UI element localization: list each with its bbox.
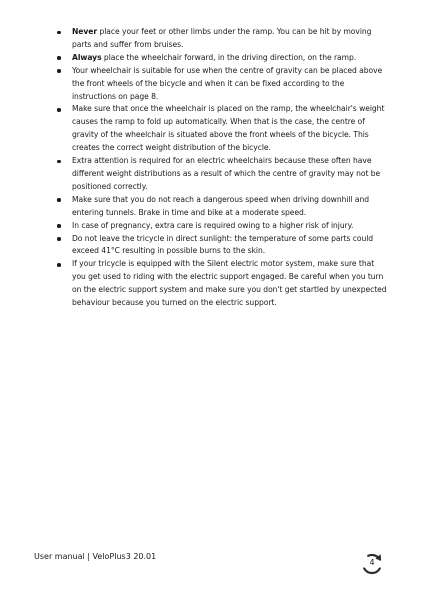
bullet-text: If your tricycle is equipped with the Silent electric motor system, make sure that you get used to riding with the electric support engaged. Be careful when you turn on the electric support system and make sure you don't get startled by unexpected behaviour because you turned on the electric support. [72,259,387,308]
bullet-item [54,103,388,155]
bullet-text: place the wheelchair forward, in the driving direction, on the ramp. [101,52,357,62]
bullet-dot-icon [57,108,61,112]
bullet-dot-icon [57,263,61,267]
bullet-dot-icon [57,31,61,35]
bullet-text: In case of pregnancy, extra care is required owing to a higher risk of injury. [72,220,354,230]
bullet-dot-icon [57,160,61,164]
footer-manual-label: User manual | VeloPlus3 20.01 [34,552,157,561]
bullet-dot-icon [57,224,61,228]
bullet-item [54,155,388,194]
bullet-text: Make sure that once the wheelchair is placed on the ramp, the wheelchair's weight causes the ramp to fold up automatically. When that is the case, the centre of gravity of the wheelchair is situated above the front wheels of the bicycle. This creates the correct weight distribution of the bicycle. [72,104,385,153]
bullet-text: Your wheelchair is suitable for use when the centre of gravity can be placed above the front wheels of the bicycle and when it can be fixed according to the instructions on page 8. [72,65,383,101]
page-number-badge [359,551,385,577]
bullet-emphasis: Always [72,52,102,62]
bullet-text: place your feet or other limbs under the ramp. You can be hit by moving parts and suffer from bruises. [72,27,372,49]
bullet-dot-icon [57,69,61,73]
bullet-item [54,258,388,310]
bullet-item [54,194,388,220]
page-number: 4 [369,558,375,567]
bullet-item [54,220,388,233]
bullet-item [54,26,388,52]
bullet-text: Make sure that you do not reach a dangerous speed when driving downhill and entering tunnels. Brake in time and bike at a moderate speed. [72,194,370,217]
bullet-dot-icon [57,237,61,241]
bullet-dot-icon [57,56,61,60]
bullet-text: Do not leave the tricycle in direct sunlight: the temperature of some parts could exceed 41°C resulting in possible burns to the skin. [72,233,374,256]
bullet-emphasis: Never [72,27,98,36]
bullet-item [54,52,388,65]
bullet-item [54,233,388,259]
bullet-item [54,65,388,104]
safety-bullet-list [54,26,388,310]
bullet-text: Extra attention is required for an electric wheelchairs because these often have different weight distributions as a result of which the centre of gravity may not be positioned correctly. [72,156,381,191]
bullet-dot-icon [57,198,61,202]
